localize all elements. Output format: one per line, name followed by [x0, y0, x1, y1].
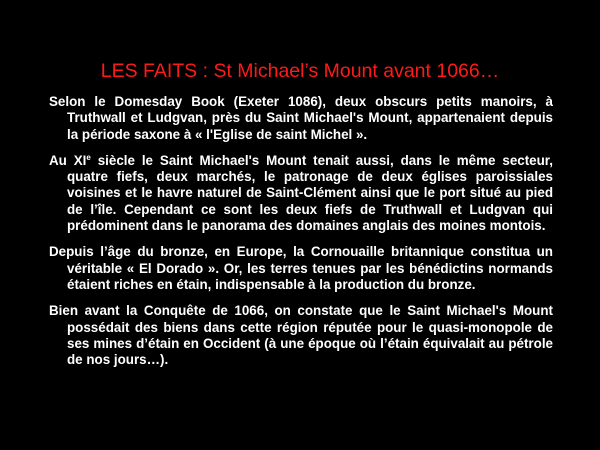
- slide-body: [49, 94, 553, 378]
- paragraph-conquest: Bien avant la Conquête de 1066, on constate que le Saint Michael's Mount possédait des biens dans cette région réputée pour le quasi-monopole de ses mines d’étain en Occident (à une époque où l’étain équivalait au pétrole de nos jours…).: [49, 303, 553, 368]
- paragraph-text-rest: siècle le Saint Michael's Mount tenait aussi, dans le même secteur, quatre fiefs, deux marchés, le patronage de deux églises paroissiales voisines et le havre naturel de Saint-Clément ainsi que le port situé au pied de l’île. Cependant ce sont les deux fiefs de Truthwall et Ludgvan qui prédominent dans le panorama des domaines anglais des moines montois.: [67, 152, 553, 234]
- slide-title: LES FAITS : St Michael’s Mount avant 1066…: [100, 60, 500, 82]
- paragraph-domesday: Selon le Domesday Book (Exeter 1086), deux obscurs petits manoirs, à Truthwall et Ludgvan, près du Saint Michael's Mount, appartenaient depuis la période saxone à « l'Eglise de saint Michel ».: [49, 94, 553, 142]
- paragraph-bronze-age: Depuis l’âge du bronze, en Europe, la Cornouaille britannique constitua un véritable « El Dorado ». Or, les terres tenues par les bénédictins normands étaient riches en étain, indispensable à la production du bronze.: [49, 244, 553, 292]
- paragraph-text-start: Au XI: [49, 152, 87, 168]
- century-superscript: e: [86, 152, 91, 162]
- paragraph-eleventh-century: [49, 153, 553, 234]
